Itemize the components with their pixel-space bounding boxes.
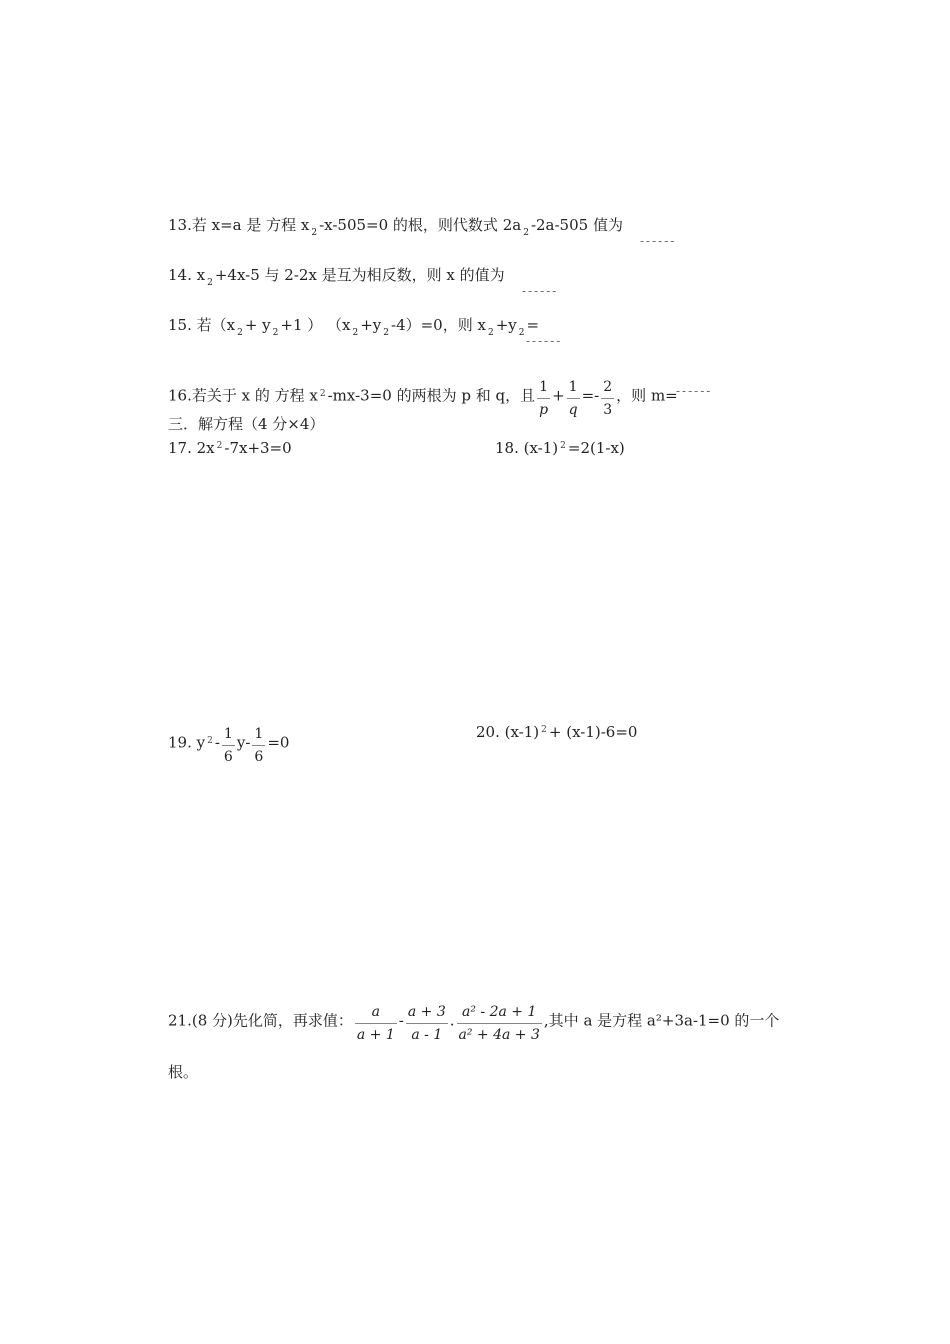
q16-text-2: -mx-3=0 的两根为 p 和 q，且 — [327, 386, 536, 405]
q14-text-2: +4x-5 与 2-2x 是互为相反数，则 x 的值为 — [214, 266, 505, 284]
question-19 — [168, 723, 289, 764]
q21-fraction-2 — [406, 1003, 448, 1044]
q19-fraction-2 — [252, 725, 265, 766]
question-15 — [168, 316, 539, 337]
q17-text-1: 17. 2x — [168, 439, 215, 457]
q16-fraction-3-numerator: 2 — [601, 378, 614, 399]
q15-answer-blank[interactable]: ------ — [526, 334, 563, 348]
q15-text-2: + y — [244, 316, 271, 334]
q21-fraction-3-numerator: a² - 2a + 1 — [457, 1003, 542, 1024]
q16-sup-1: 2 — [319, 388, 326, 399]
q19-sup-1: 2 — [207, 735, 213, 746]
q14-answer-blank[interactable]: ------ — [522, 284, 559, 298]
q13-answer-blank[interactable]: ------ — [640, 234, 677, 248]
q21-op-2: . — [449, 1011, 455, 1030]
q15-text-6: +y — [495, 316, 517, 334]
q19-fraction-2-denominator: 6 — [254, 749, 264, 765]
question-17 — [168, 439, 292, 460]
q20-text-1: 20. (x-1) — [476, 723, 540, 741]
q16-fraction-1 — [537, 378, 550, 419]
q17-sup-1: 2 — [216, 441, 223, 451]
q19-op-1: - — [214, 733, 220, 752]
q16-fraction-2-numerator: 1 — [567, 378, 580, 399]
q16-op-1: + — [552, 386, 565, 405]
q19-fraction-1-denominator: 6 — [223, 749, 233, 765]
question-20 — [476, 723, 637, 744]
q21-fraction-3 — [457, 1003, 542, 1044]
q15-text-7: = — [526, 316, 540, 334]
q16-fraction-3 — [601, 378, 614, 419]
question-21 — [168, 1001, 779, 1042]
question-16 — [168, 376, 678, 417]
q19-text-3: =0 — [267, 733, 290, 752]
question-18 — [495, 439, 625, 460]
q15-sub-4: 2 — [383, 328, 389, 338]
q15-sub-5: 2 — [487, 328, 494, 338]
q14-sub-1: 2 — [207, 278, 213, 288]
q21-fraction-1-denominator: a + 1 — [356, 1027, 395, 1043]
q14-text-1: 14. x — [168, 266, 206, 284]
q19-fraction-1 — [222, 725, 235, 766]
q13-text-2: -x-505=0 的根，则代数式 2a — [319, 216, 522, 234]
q15-sub-6: 2 — [518, 328, 525, 338]
q21-fraction-1-numerator: a — [355, 1003, 397, 1024]
q15-text-5: -4）=0，则 x — [391, 316, 486, 334]
q13-sub-1: 2 — [311, 228, 318, 238]
q15-text-3: +1 ） （x — [280, 316, 351, 334]
q21-fraction-1 — [355, 1003, 397, 1044]
q16-op-2: =- — [581, 386, 600, 405]
q16-fraction-2-denominator: q — [568, 402, 578, 418]
q16-text-3: ，则 m= — [616, 386, 678, 405]
q20-text-2: + (x-1)-6=0 — [548, 723, 638, 741]
q21-text-2: ,其中 a 是方程 a²+3a-1=0 的一个 — [543, 1011, 780, 1030]
q19-fraction-1-numerator: 1 — [222, 725, 235, 746]
q21-fraction-2-denominator: a - 1 — [411, 1027, 443, 1043]
q16-fraction-3-denominator: 3 — [603, 402, 613, 418]
q13-text-1: 13.若 x=a 是 方程 x — [168, 216, 310, 234]
q15-text-4: +y — [360, 316, 382, 334]
q15-text-1: 15. 若（x — [168, 316, 236, 334]
q19-fraction-2-numerator: 1 — [252, 725, 265, 746]
section-3-heading: 三．解方程（4 分×4） — [168, 415, 325, 433]
question-14 — [168, 266, 505, 287]
q16-fraction-1-denominator: p — [539, 402, 549, 418]
q15-sub-3: 2 — [352, 328, 359, 338]
q15-sub-2: 2 — [272, 328, 279, 338]
q18-text-2: =2(1-x) — [567, 439, 625, 457]
q21-continuation: 根。 — [168, 1063, 199, 1081]
q16-text-1: 16.若关于 x 的 方程 x — [168, 386, 318, 405]
q19-text-2: y- — [236, 733, 251, 752]
q18-sup-1: 2 — [560, 441, 566, 451]
q16-answer-blank[interactable]: ------ — [676, 384, 713, 398]
q20-sup-1: 2 — [541, 725, 547, 735]
q13-text-3: -2a-505 值为 — [530, 216, 623, 234]
q16-fraction-2 — [567, 378, 580, 419]
q15-sub-1: 2 — [237, 328, 243, 338]
q21-fraction-3-denominator: a² + 4a + 3 — [458, 1027, 540, 1043]
q18-text-1: 18. (x-1) — [495, 439, 559, 457]
q21-op-1: - — [398, 1011, 404, 1030]
q21-text-1: 21.(8 分)先化简，再求值： — [168, 1011, 353, 1030]
q13-sub-2: 2 — [523, 228, 529, 238]
q17-text-2: -7x+3=0 — [224, 439, 292, 457]
q21-fraction-2-numerator: a + 3 — [406, 1003, 448, 1024]
q19-text-1: 19. y — [168, 733, 206, 752]
question-13 — [168, 216, 623, 237]
q16-fraction-1-numerator: 1 — [537, 378, 550, 399]
